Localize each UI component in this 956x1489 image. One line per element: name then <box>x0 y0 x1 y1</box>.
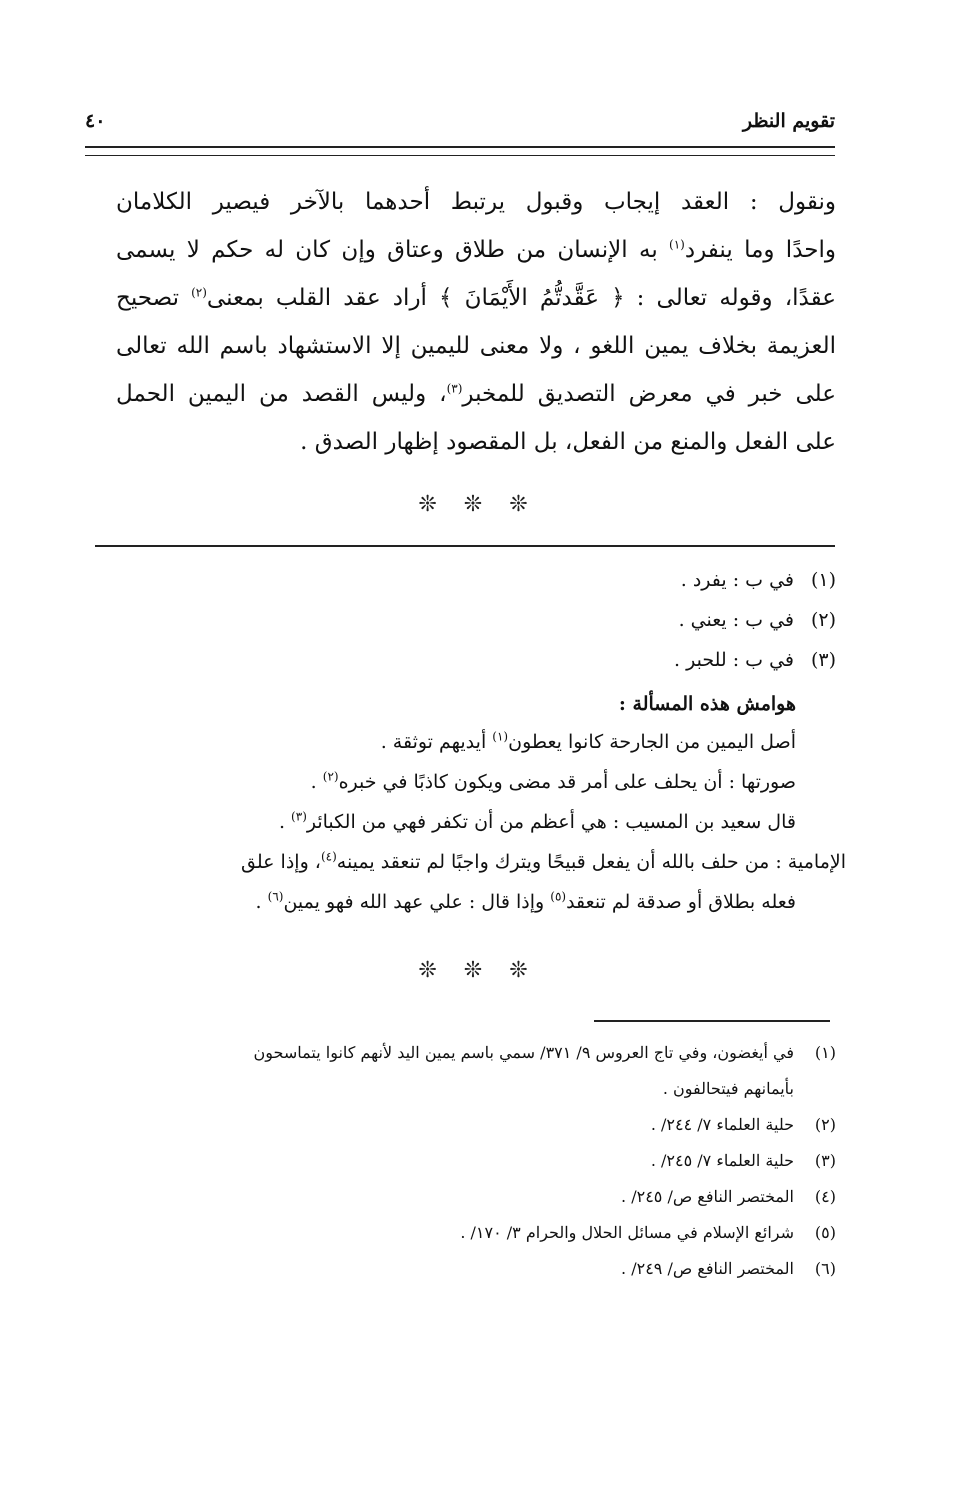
margin-line: فعله بطلاق أو صدقة لم تنعقد$^{(٥)}$ وإذا قال : علي عهد الله فهو يمين$^{(٦)}$ . <box>255 889 796 913</box>
footnote: (١)في أيغضون، وفي تاج العروس ٩/ ٣٧١/ سمي باسم يمين اليد لأنهم كانوا يتماسحون <box>253 1043 836 1062</box>
header-rule <box>85 146 835 156</box>
footnote-marker: (٣) <box>446 381 463 396</box>
main-line: ونقول : العقد إيجاب وقبول يرتبط أحدهما بالآخر فيصير الكلامان <box>116 189 836 215</box>
main-line: على الفعل والمنع من الفعل، بل المقصود إظهار الصدق . <box>300 429 836 455</box>
footnote: (٢)حلية العلماء ٧/ ٢٤٤/ . <box>650 1115 836 1134</box>
page-number: ٤٠ <box>85 110 106 132</box>
footnote-marker: (٢) <box>191 285 207 300</box>
section-separator: ❊ ❊ ❊ <box>418 958 538 983</box>
footnote: (٥)شرائع الإسلام في مسائل الحلال والحرام ٣/ ١٧٠/ . <box>460 1223 836 1242</box>
footnote: (٦)المختصر النافع ص/ ٢٤٩/ . <box>621 1259 836 1278</box>
footnote-continuation: بأيمانهم فيتحالفون . <box>662 1079 794 1098</box>
issue-margins <box>86 686 846 922</box>
footnote-rule <box>594 1020 830 1022</box>
margin-line: أصل اليمين من الجارحة كانوا يعطون$^{(١)}$ أيديهم توثقة . <box>380 729 796 753</box>
footnote-marker: (١) <box>669 237 685 252</box>
footnotes <box>96 1035 836 1287</box>
variant-note: (٣)في ب : للحبر . <box>674 649 836 671</box>
main-line: العزيمة بخلاف يمين اللغو ، ولا معنى لليمين إلا الاستشهاد باسم الله تعالى <box>116 333 836 359</box>
main-text <box>116 178 836 466</box>
main-line: عقدًا، وقوله تعالى : ﴿ عَقَّدتُّمُ الأَيْمَانَ ﴾ أراد عقد القلب بمعنى$^{(٢)}$ تصحيح <box>116 285 836 311</box>
margin-line: صورتها : أن يحلف على أمر قد مضى ويكون كاذبًا في خبره$^{(٢)}$ . <box>310 769 796 793</box>
running-header <box>85 106 835 142</box>
footnote: (٣)حلية العلماء ٧/ ٢٤٥/ . <box>650 1151 836 1170</box>
main-line: واحدًا وما ينفرد$^{(١)}$ به الإنسان من طلاق وعتاق وإن كان له حكم لا يسمى <box>116 237 836 263</box>
notes-rule <box>95 545 835 547</box>
margin-line: قال سعيد بن المسيب : هي أعظم من أن تكفر فهي من الكبائر$^{(٣)}$ . <box>278 809 796 833</box>
section-separator: ❊ ❊ ❊ <box>418 492 538 517</box>
book-title: تقويم النظر <box>742 110 835 132</box>
variant-note: (١)في ب : يفرد . <box>680 569 836 591</box>
variant-notes <box>116 560 836 680</box>
main-line: على خبر في معرض التصديق للمخبر$^{(٣)}$، وليس القصد من اليمين الحمل <box>116 381 836 407</box>
issue-margins-heading: هوامش هذه المسألة : <box>618 693 796 715</box>
variant-note: (٢)في ب : يعني . <box>678 609 836 631</box>
footnote: (٤)المختصر النافع ص/ ٢٤٥/ . <box>621 1187 836 1206</box>
margin-line: الإمامية : من حلف بالله أن يفعل قبيحًا ويترك واجبًا لم تنعقد يمينه$^{(٤)}$، وإذا علق <box>241 849 846 873</box>
